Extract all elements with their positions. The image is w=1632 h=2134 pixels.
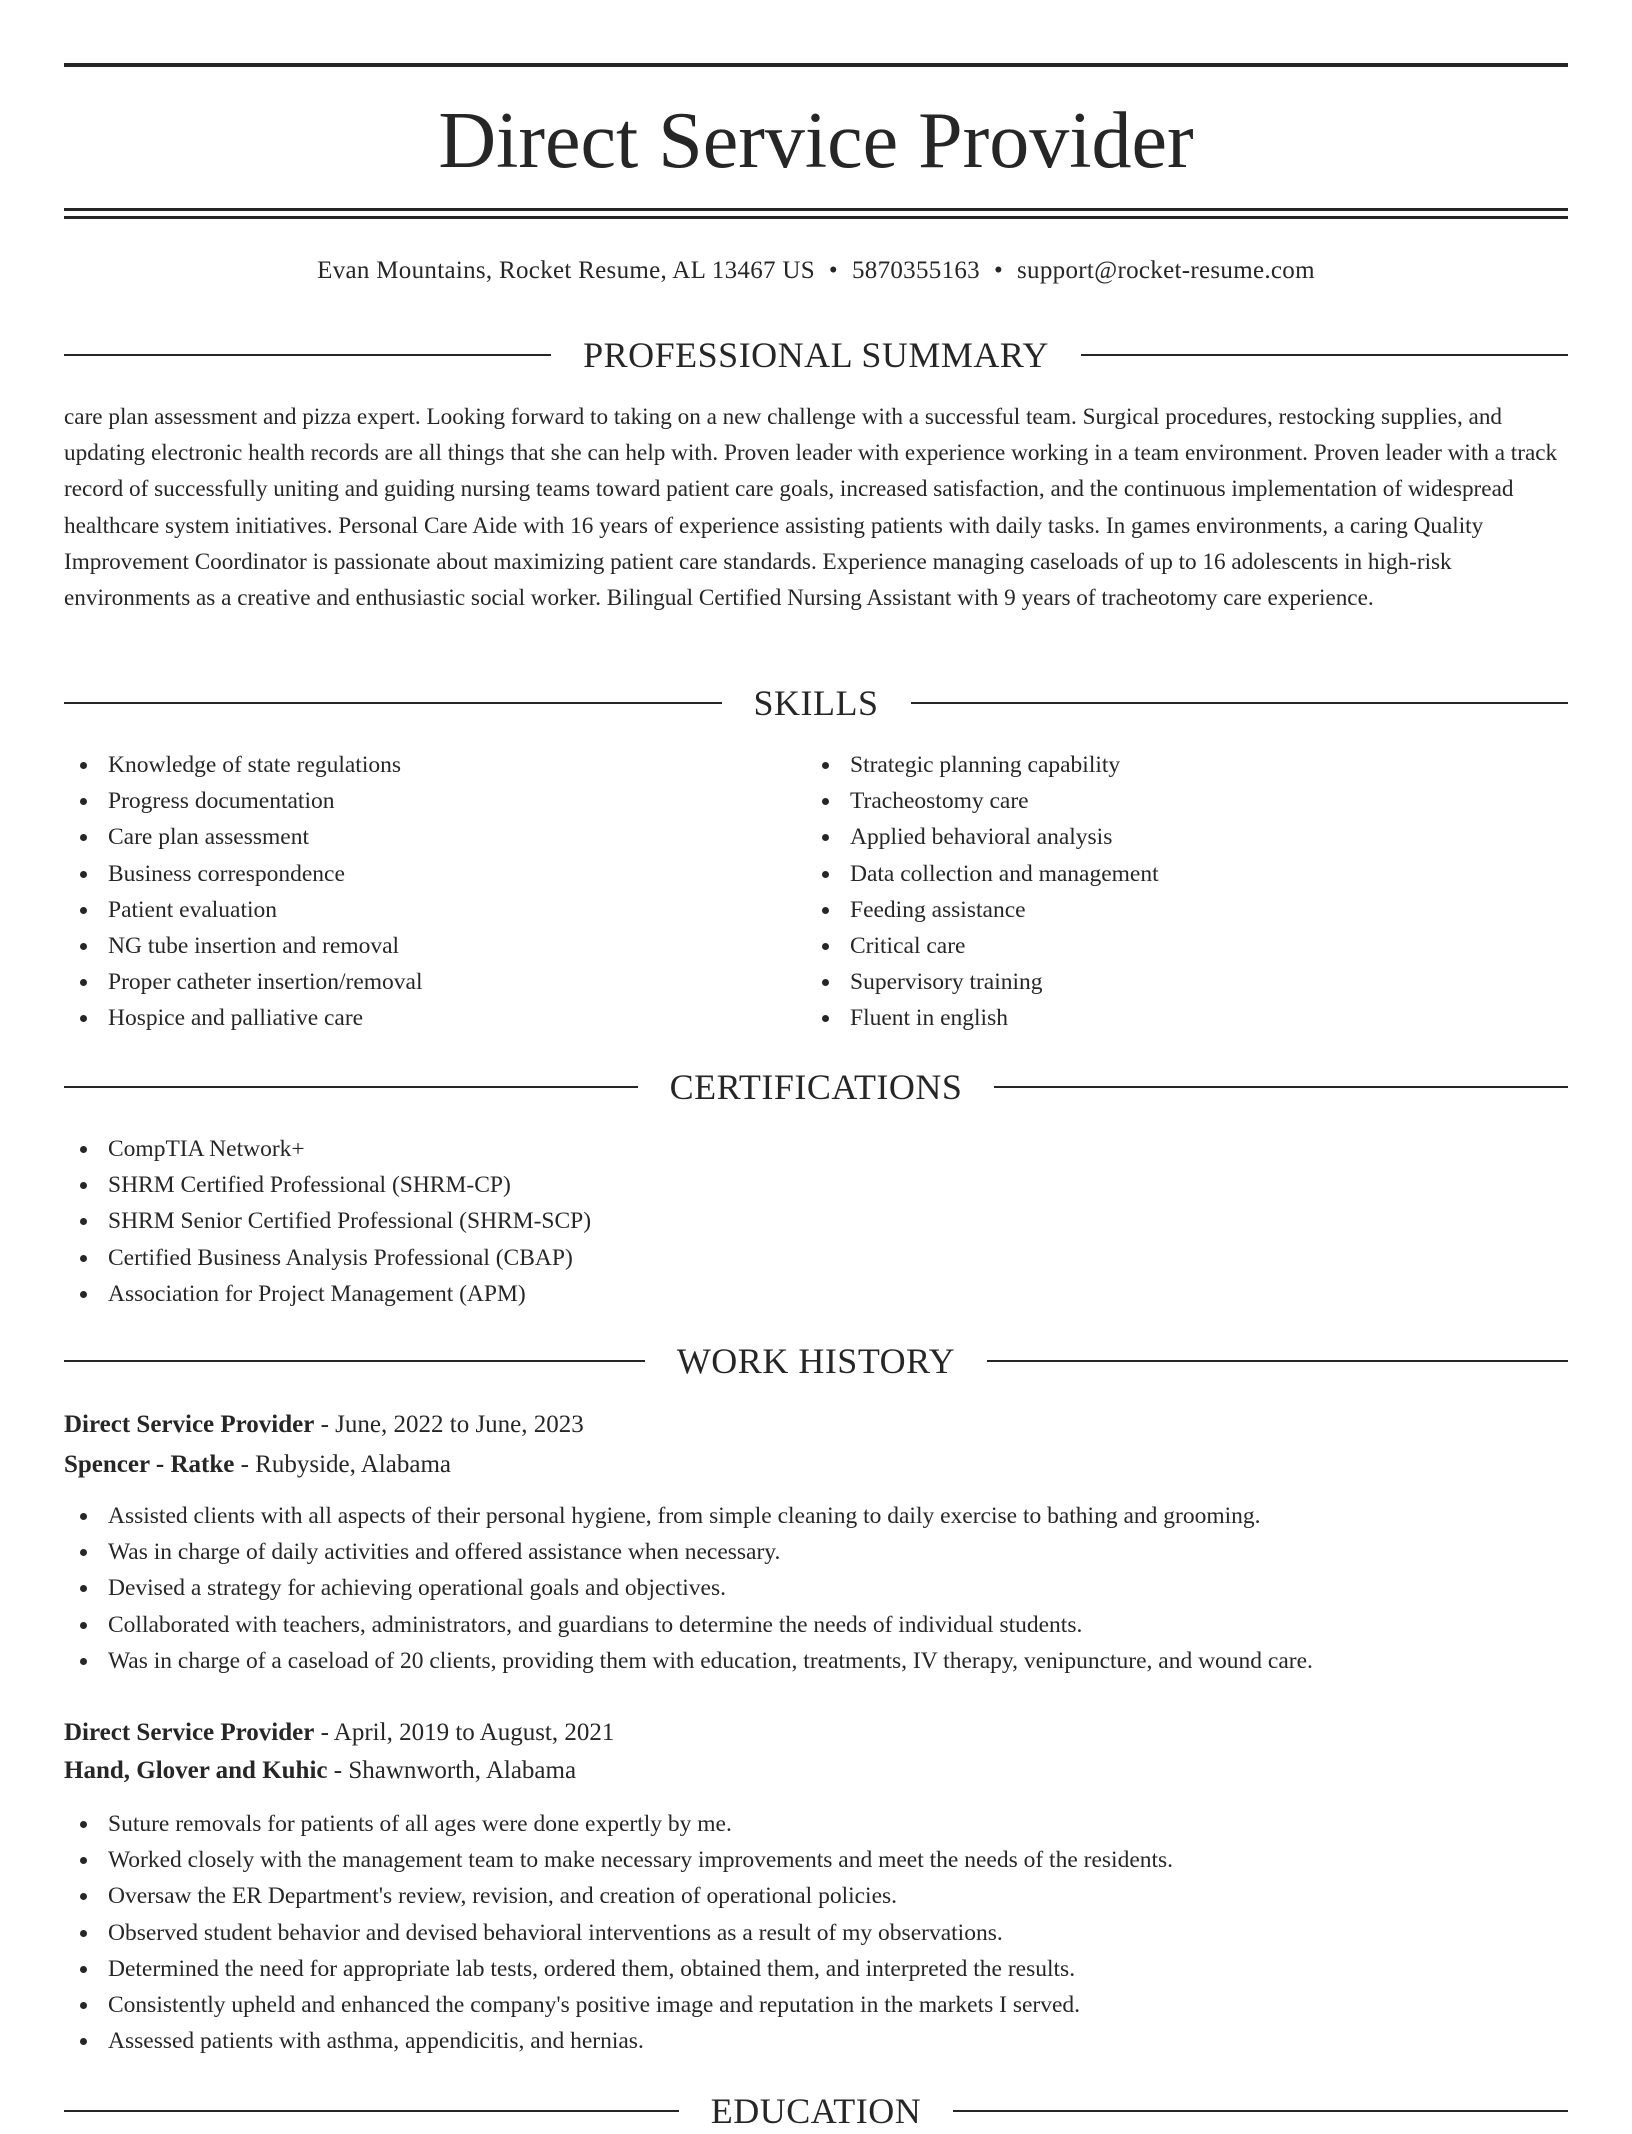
bullet-icon (80, 1857, 87, 1864)
skill-item (806, 1000, 1159, 1036)
skill-item (64, 1000, 423, 1036)
bullet-icon (80, 834, 87, 841)
header-top-rule (64, 63, 1568, 67)
skills-list-left (64, 747, 423, 1037)
skill-item (64, 964, 423, 1000)
skill-item-text: Feeding assistance (850, 896, 1026, 923)
bullet-icon (822, 871, 829, 878)
bullet-icon (80, 943, 87, 950)
skills-heading (64, 680, 1568, 726)
certification-item (64, 1131, 591, 1167)
bullet-icon (822, 979, 829, 986)
heading-rule (1081, 354, 1568, 356)
bullet-icon (822, 798, 829, 805)
bullet-icon (80, 907, 87, 914)
bullet-icon (822, 834, 829, 841)
heading-rule (994, 1086, 1568, 1088)
job-bullet-item (64, 1534, 1313, 1570)
job-dates: - April, 2019 to August, 2021 (314, 1719, 615, 1746)
skill-item-text: Hospice and palliative care (108, 1005, 364, 1032)
certifications-heading (64, 1064, 1568, 1110)
certification-item-text: Certified Business Analysis Professional (CBAP) (108, 1244, 573, 1271)
job-bullet-item-text: Assisted clients with all aspects of their personal hygiene, from simple cleaning to daily exercise to bathing and grooming. (108, 1503, 1261, 1529)
skill-item-text: Progress documentation (108, 788, 335, 815)
header-double-rule-upper (64, 208, 1568, 211)
skill-item-text: Critical care (850, 933, 966, 960)
bullet-icon (822, 762, 829, 769)
heading-rule (911, 702, 1569, 704)
job-bullet-item (64, 1570, 1313, 1606)
skill-item (806, 747, 1159, 783)
certifications-heading-label: CERTIFICATIONS (669, 1067, 963, 1107)
skill-item-text: NG tube insertion and removal (108, 933, 400, 960)
job-bullet-item (64, 1987, 1173, 2023)
job-bullet-item-text: Suture removals for patients of all ages were done expertly by me. (108, 1811, 732, 1837)
heading-rule (64, 1360, 645, 1362)
job-bullet-item (64, 2023, 1173, 2059)
skill-item (806, 892, 1159, 928)
bullet-icon (80, 1015, 87, 1022)
bullet-icon (80, 1513, 87, 1520)
skill-item (806, 819, 1159, 855)
bullet-icon (80, 1966, 87, 1973)
certification-item-text: SHRM Certified Professional (SHRM-CP) (108, 1172, 511, 1199)
job-bullet-item-text: Assessed patients with asthma, appendicitis, and hernias. (108, 2028, 644, 2055)
job-bullet-item (64, 1878, 1173, 1914)
skill-item (64, 892, 423, 928)
job-location: - Shawnworth, Alabama (327, 1757, 577, 1784)
skill-item (806, 856, 1159, 892)
certification-item-text: CompTIA Network+ (108, 1136, 305, 1162)
skill-item-text: Patient evaluation (108, 896, 278, 923)
skill-item (64, 856, 423, 892)
skill-item-text: Tracheostomy care (850, 788, 1029, 815)
job-company-line (64, 1446, 451, 1484)
certification-item (64, 1203, 591, 1239)
job-bullet-item (64, 1498, 1313, 1534)
heading-rule (64, 1086, 638, 1088)
job-company: Hand, Glover and Kuhic (64, 1757, 328, 1784)
skill-item-text: Proper catheter insertion/removal (108, 969, 423, 996)
summary-heading (64, 332, 1568, 378)
job-title-line (64, 1714, 614, 1752)
contact-phone: 5870355163 (851, 257, 980, 284)
bullet-icon (80, 762, 87, 769)
skills-list-right (806, 747, 1159, 1037)
bullet-icon (80, 2038, 87, 2045)
job-bullet-item (64, 1607, 1313, 1643)
bullet-icon (80, 2002, 87, 2009)
summary-text: care plan assessment and pizza expert. Looking forward to taking on a new challenge with a successful team. Surgical procedures, restocking supplies, and updating electronic health records are all things that she can help with. Proven leader with experience working in a team environment. Proven leader with a track record of successfully uniting and guiding nursing teams toward patient care goals, increased satisfaction, and the continuous implementation of widespread healthcare system initiatives. Personal Care Aide with 16 years of experience assisting patients with daily tasks. In games environments, a caring Quality Improvement Coordinator is passionate about maximizing patient care standards. Experience managing caseloads of up to 16 adolescents in high-risk environments as a creative and enthusiastic social worker. Bilingual Certified Nursing Assistant with 9 years of tracheotomy care experience. (64, 404, 1558, 612)
job-bullet-item-text: Worked closely with the management team to make necessary improvements and meet the needs of the residents. (108, 1847, 1174, 1874)
education-heading (64, 2088, 1568, 2134)
certification-item (64, 1240, 591, 1276)
skills-heading-label: SKILLS (753, 683, 879, 723)
bullet-icon (80, 798, 87, 805)
contact-separator: • (828, 257, 838, 284)
certification-item-text: SHRM Senior Certified Professional (SHRM-SCP) (108, 1208, 592, 1235)
job-bullet-item-text: Devised a strategy for achieving operational goals and objectives. (108, 1575, 726, 1602)
heading-rule (987, 1360, 1568, 1362)
bullet-icon (80, 1255, 87, 1262)
bullet-icon (822, 1015, 829, 1022)
bullet-icon (80, 1930, 87, 1937)
bullet-icon (80, 1658, 87, 1665)
certification-item-text: Association for Project Management (APM) (108, 1280, 526, 1307)
bullet-icon (80, 1821, 87, 1828)
certification-item (64, 1276, 591, 1312)
bullet-icon (80, 979, 87, 986)
skill-item (64, 783, 423, 819)
header-double-rule-lower (64, 216, 1568, 219)
skill-item-text: Data collection and management (850, 860, 1159, 887)
skill-item-text: Supervisory training (850, 969, 1043, 996)
job-bullet-item (64, 1915, 1173, 1951)
bullet-icon (822, 907, 829, 914)
skill-item-text: Fluent in english (850, 1005, 1008, 1032)
skill-item-text: Knowledge of state regulations (108, 752, 402, 778)
certification-item (64, 1167, 591, 1203)
job-company-line (64, 1752, 576, 1790)
job-bullet-item-text: Observed student behavior and devised behavioral interventions as a result of my observations. (108, 1919, 1003, 1946)
skill-item-text: Business correspondence (108, 860, 345, 887)
job-location: - Rubyside, Alabama (234, 1451, 451, 1478)
skill-item (64, 819, 423, 855)
skill-item (64, 928, 423, 964)
heading-rule (64, 354, 551, 356)
skill-item (806, 964, 1159, 1000)
bullet-icon (80, 1622, 87, 1629)
job-bullets (64, 1498, 1313, 1679)
bullet-icon (80, 1291, 87, 1298)
bullet-icon (80, 871, 87, 878)
job-role: Direct Service Provider (64, 1719, 315, 1746)
bullet-icon (80, 1218, 87, 1225)
heading-rule (64, 702, 722, 704)
education-heading-label: EDUCATION (710, 2091, 922, 2131)
contact-line (64, 253, 1568, 289)
bullet-icon (80, 1893, 87, 1900)
bullet-icon (80, 1146, 87, 1153)
summary-heading-label: PROFESSIONAL SUMMARY (583, 335, 1049, 375)
job-title-line (64, 1406, 584, 1444)
job-bullet-item-text: Consistently upheld and enhanced the company's positive image and reputation in the markets I served. (108, 1992, 1081, 2019)
skill-item (64, 747, 423, 783)
bullet-icon (80, 1182, 87, 1189)
skill-item (806, 783, 1159, 819)
job-bullet-item-text: Determined the need for appropriate lab tests, ordered them, obtained them, and interpreted the results. (108, 1955, 1076, 1982)
job-bullet-item-text: Collaborated with teachers, administrators, and guardians to determine the needs of individual students. (108, 1611, 1083, 1638)
work-history-heading-label: WORK HISTORY (676, 1341, 956, 1381)
skill-item (806, 928, 1159, 964)
job-bullet-item-text: Was in charge of daily activities and offered assistance when necessary. (108, 1539, 781, 1566)
job-bullet-item (64, 1643, 1313, 1679)
job-bullets (64, 1806, 1173, 2059)
bullet-icon (80, 1585, 87, 1592)
bullet-icon (80, 1549, 87, 1556)
job-bullet-item (64, 1806, 1173, 1842)
bullet-icon (822, 943, 829, 950)
job-bullet-item (64, 1951, 1173, 1987)
contact-email[interactable]: support@rocket-resume.com (1017, 257, 1315, 284)
skill-item-text: Strategic planning capability (850, 752, 1121, 778)
job-bullet-item-text: Was in charge of a caseload of 20 clients, providing them with education, treatments, IV therapy, venipuncture, and wound care. (108, 1647, 1313, 1674)
resume-title: Direct Service Provider (438, 97, 1194, 185)
job-company: Spencer - Ratke (64, 1451, 235, 1478)
skill-item-text: Care plan assessment (108, 824, 310, 851)
job-bullet-item (64, 1842, 1173, 1878)
work-history-heading (64, 1338, 1568, 1384)
job-dates: - June, 2022 to June, 2023 (314, 1411, 584, 1438)
contact-separator: • (993, 257, 1004, 284)
contact-address: Evan Mountains, Rocket Resume, AL 13467 US (317, 257, 815, 284)
skill-item-text: Applied behavioral analysis (850, 824, 1113, 851)
job-bullet-item-text: Oversaw the ER Department's review, revision, and creation of operational policies. (108, 1883, 898, 1910)
job-role: Direct Service Provider (64, 1411, 315, 1438)
certifications-list (64, 1131, 591, 1312)
